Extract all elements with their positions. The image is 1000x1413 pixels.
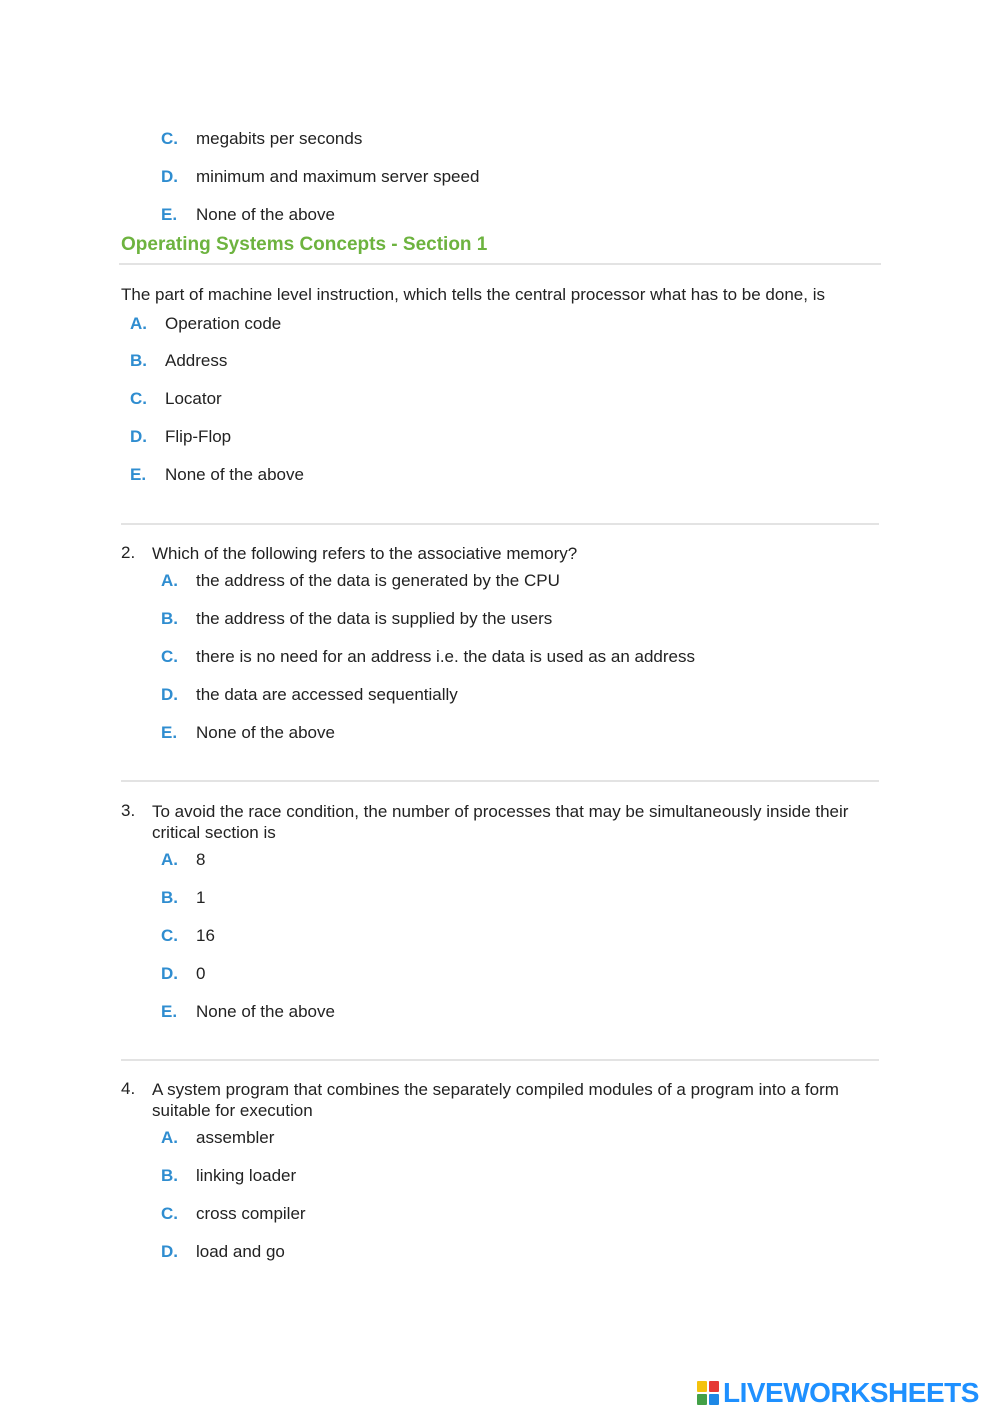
option-letter: A. [161,1128,178,1147]
option-text[interactable]: Operation code [165,314,282,333]
option-text[interactable]: 1 [196,888,206,907]
question-divider [121,523,879,525]
option-letter: B. [161,1166,178,1185]
option-letter: D. [161,964,178,983]
option-letter: E. [161,205,178,224]
option-text[interactable]: megabits per seconds [196,129,363,148]
section-divider [119,263,881,265]
question-divider [121,780,879,782]
option-letter: D. [130,427,147,446]
option-text[interactable]: there is no need for an address i.e. the data is used as an address [196,647,695,666]
question-number: 3. [121,801,136,820]
question-number: 2. [121,543,136,562]
logo-blocks-icon [697,1381,719,1405]
option-letter: C. [130,389,147,408]
option-letter: C. [161,1204,178,1223]
option-text[interactable]: the address of the data is generated by the CPU [196,571,560,590]
option-text[interactable]: the data are accessed sequentially [196,685,458,704]
section-title: Operating Systems Concepts - Section 1 [121,234,488,255]
option-text[interactable]: None of the above [196,1002,335,1021]
option-letter: E. [161,1002,178,1021]
option-letter: D. [161,167,178,186]
option-letter: B. [161,888,178,907]
option-letter: E. [130,465,147,484]
option-text[interactable]: Flip-Flop [165,427,232,446]
option-letter: A. [161,850,178,869]
option-letter: A. [161,571,178,590]
logo-text: LIVEWORKSHEETS [723,1377,979,1408]
option-text[interactable]: assembler [196,1128,275,1147]
question-text: The part of machine level instruction, which tells the central processor what has to be done, is [121,285,825,304]
option-text[interactable]: None of the above [196,723,335,742]
option-letter: B. [130,351,147,370]
option-text[interactable]: None of the above [196,205,335,224]
option-text[interactable]: Locator [165,389,222,408]
option-letter: B. [161,609,178,628]
option-text[interactable]: load and go [196,1242,285,1261]
option-letter: D. [161,1242,178,1261]
option-text[interactable]: Address [165,351,228,370]
question-text: Which of the following refers to the associative memory? [152,544,578,563]
option-letter: E. [161,723,178,742]
question-text: To avoid the race condition, the number of processes that may be simultaneously inside their critical section is [152,802,849,842]
option-text[interactable]: cross compiler [196,1204,306,1223]
option-text[interactable]: 0 [196,964,206,983]
option-letter: C. [161,129,178,148]
liveworksheets-logo[interactable] [697,1378,979,1408]
option-text[interactable]: 16 [196,926,215,945]
option-letter: C. [161,647,178,666]
option-letter: D. [161,685,178,704]
option-text[interactable]: the address of the data is supplied by the users [196,609,553,628]
option-text[interactable]: linking loader [196,1166,297,1185]
option-text[interactable]: None of the above [165,465,304,484]
question-text: A system program that combines the separately compiled modules of a program into a form suitable for execution [152,1080,839,1120]
option-letter: A. [130,314,147,333]
question-divider [121,1059,879,1061]
option-text[interactable]: minimum and maximum server speed [196,167,480,186]
question-number: 4. [121,1079,136,1098]
option-letter: C. [161,926,178,945]
option-text[interactable]: 8 [196,850,206,869]
